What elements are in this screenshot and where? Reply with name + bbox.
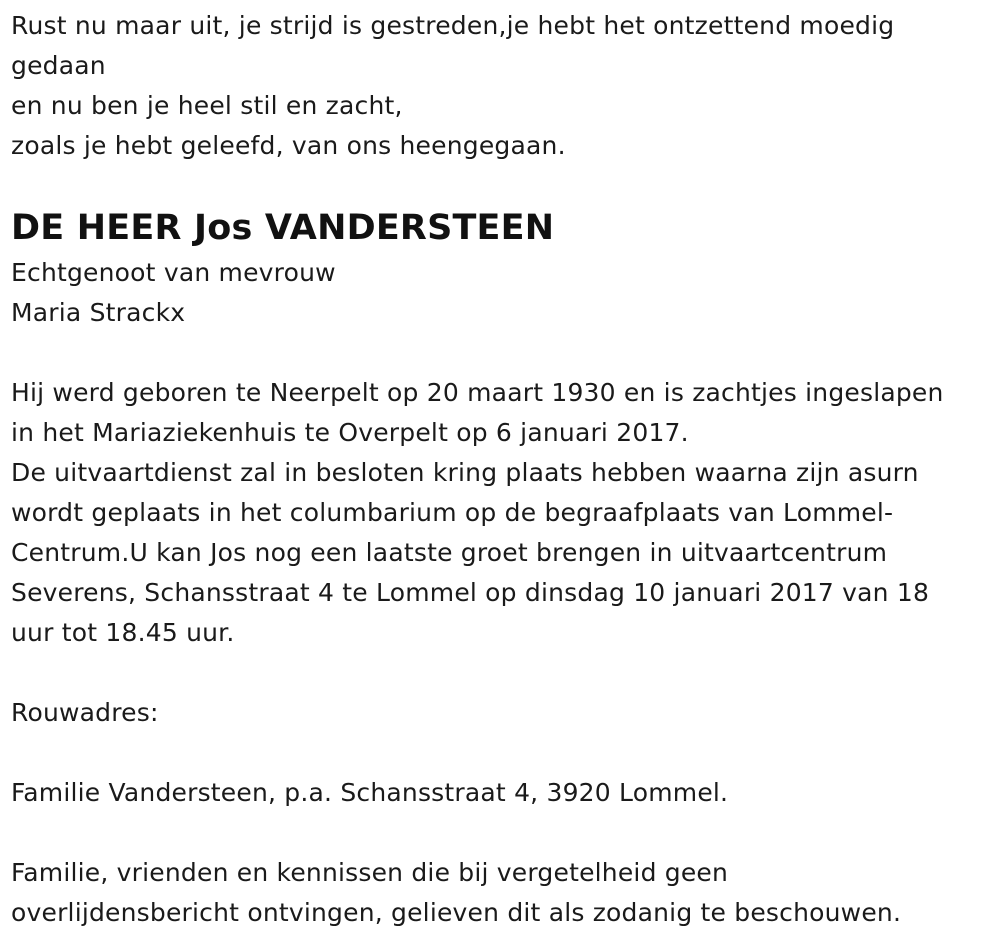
poem-line: zoals je hebt geleefd, van ons heengegaan. [11, 131, 566, 160]
details-line: uur tot 18.45 uur. [11, 618, 235, 647]
address-line: Familie Vandersteen, p.a. Schansstraat 4, 3920 Lommel. [11, 778, 729, 807]
mourning-address-label [11, 693, 991, 733]
funeral-details [11, 373, 991, 653]
closing-line: overlijdensbericht ontvingen, gelieven dit als zodanig te beschouwen. [11, 898, 902, 927]
details-line: Centrum.U kan Jos nog een laatste groet brengen in uitvaartcentrum [11, 538, 888, 567]
details-line: De uitvaartdienst zal in besloten kring plaats hebben waarna zijn asurn [11, 458, 919, 487]
spouse-line: Echtgenoot van mevrouw [11, 258, 336, 287]
poem-line: en nu ben je heel stil en zacht, [11, 91, 403, 120]
obituary-notice [11, 0, 991, 933]
mourning-address [11, 773, 991, 813]
poem-line: Rust nu maar uit, je strijd is gestreden,je hebt het ontzettend moedig [11, 11, 895, 40]
spouse-line: Maria Strackx [11, 298, 186, 327]
details-line: wordt geplaats in het columbarium op de begraafplaats van Lommel- [11, 498, 894, 527]
details-line: Hij werd geboren te Neerpelt op 20 maart 1930 en is zachtjes ingeslapen [11, 378, 944, 407]
deceased-name-heading: DE HEER Jos VANDERSTEEN [11, 208, 555, 248]
details-line: in het Mariaziekenhuis te Overpelt op 6 januari 2017. [11, 418, 689, 447]
address-label: Rouwadres: [11, 698, 159, 727]
details-line: Severens, Schansstraat 4 te Lommel op dinsdag 10 januari 2017 van 18 [11, 578, 930, 607]
spouse-info [11, 253, 991, 333]
closing-line: Familie, vrienden en kennissen die bij vergetelheid geen [11, 858, 729, 887]
poem-line: gedaan [11, 51, 106, 80]
closing-note [11, 853, 991, 933]
memorial-poem [11, 6, 991, 166]
